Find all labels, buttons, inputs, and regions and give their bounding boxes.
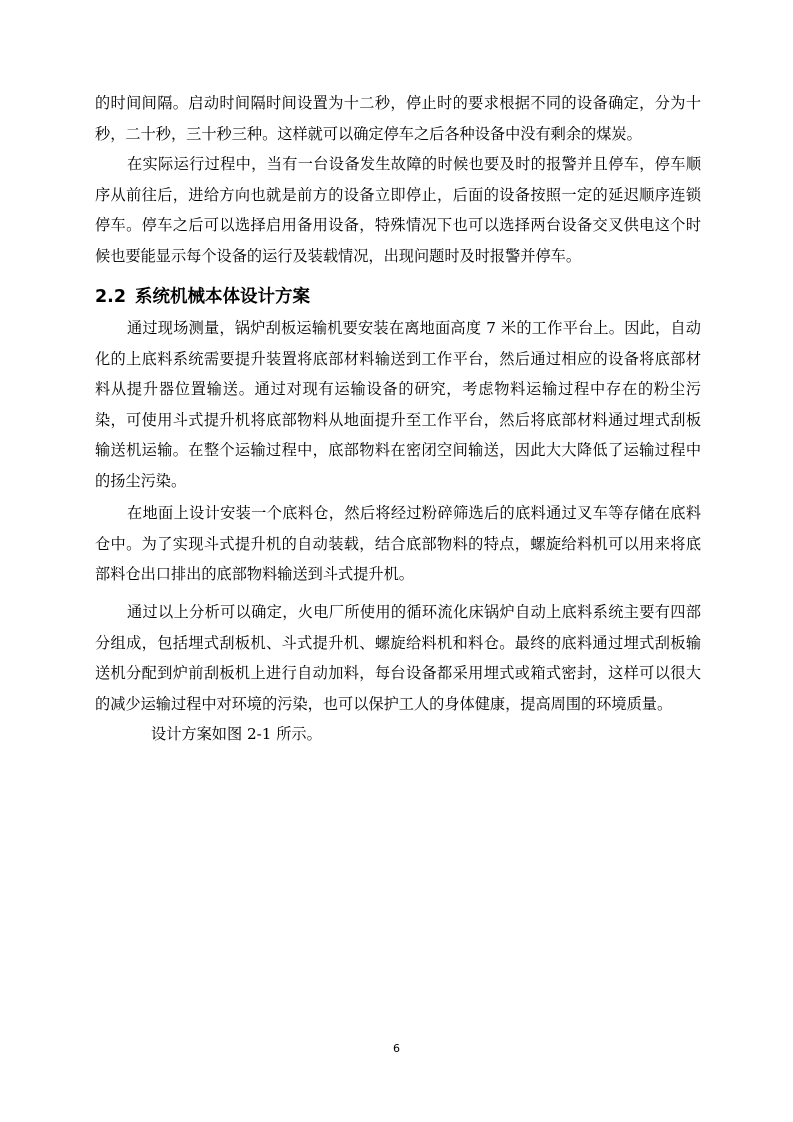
section-title: 系统机械本体设计方案 [135,287,311,307]
paragraph-continuation: 的时间间隔。启动时间隔时间设置为十二秒，停止时的要求根据不同的设备确定，分为十秒，二十秒，三十秒三种。这样就可以确定停车之后各种设备中没有剩余的煤炭。 [95,94,701,143]
paragraph-silo-design: 在地面上设计安装一个底料仓，然后将经过粉碎筛选后的底料通过叉车等存储在底料仓中。为了实现斗式提升机的自动装载，结合底部物料的特点，螺旋给料机可以用来将底部料仓出口排出的底部物料输送到斗式提升机。 [95,504,701,583]
paragraph-site-measurement: 通过现场测量，锅炉刮板运输机要安装在离地面高度 7 米的工作平台上。因此，自动化的上底料系统需要提升装置将底部材料输送到工作平台，然后通过相应的设备将底部材料从提升器位置输送。通过对现有运输设备的研究，考虑物料运输过程中存在的粉尘污染，可使用斗式提升机将底部物料从地面提升至工作平台，然后将底部材料通过埋式刮板输送机运输。在整个运输过程中，底部物料在密闭空间输送，因此大大降低了运输过程中的扬尘污染。 [95,319,701,490]
section-heading [95,283,310,311]
paragraph-fault-handling: 在实际运行过程中，当有一台设备发生故障的时候也要及时的报警并且停车，停车顺序从前往后，进给方向也就是前方的设备立即停止，后面的设备按照一定的延迟顺序连锁停车。停车之后可以选择启用备用设备，特殊情况下也可以选择两台设备交叉供电这个时候也要能显示每个设备的运行及装载情况，出现问题时及时报警并停车。 [95,155,701,265]
page-number: 6 [393,1042,400,1055]
section-number: 2.2 [95,287,127,307]
figure-reference: 设计方案如图 2-1 所示。 [151,725,322,743]
paragraph-system-composition: 通过以上分析可以确定，火电厂所使用的循环流化床锅炉自动上底料系统主要有四部分组成，包括埋式刮板机、斗式提升机、螺旋给料机和料仓。最终的底料通过埋式刮板输送机分配到炉前刮板机上进行自动加料，每台设备都采用埋式或箱式密封，这样可以很大的减少运输过程中对环境的污染，也可以保护工人的身体健康，提高周围的环境质量。 [95,603,701,713]
